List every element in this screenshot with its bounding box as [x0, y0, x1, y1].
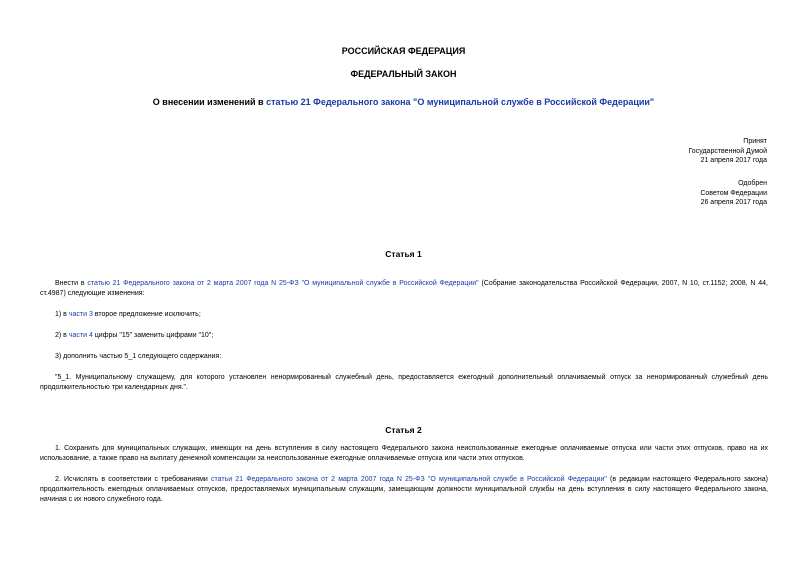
article1-item2	[40, 331, 768, 341]
article1-heading: Статья 1	[385, 249, 422, 259]
adopted-block	[688, 137, 767, 166]
approved-label: Одобрен	[738, 180, 767, 187]
article21-link-2[interactable]: статьи 21 Федерального закона от 2 марта 2007 года N 25-ФЗ "О муниципальной службе в Российской Федерации"	[210, 476, 607, 483]
quote-text: "5_1. Муниципальному служащему, для которого установлен ненормированный служебный день, предоставляется ежегодный дополнительный оплачиваемый отпуск за ненормированный служебный день продолжительностью три календарных дня.".	[40, 374, 768, 391]
article2-paragraph2	[40, 475, 768, 505]
country-heading: РОССИЙСКАЯ ФЕДЕРАЦИЯ	[341, 46, 466, 56]
a1p1-pre: Внести в	[55, 280, 88, 287]
a1p1-post: (Собрание законодательства Российской Федерации, 2007, N 10, ст.1152; 2008, N 44, ст.4987) следующие изменения:	[40, 280, 768, 297]
approved-block	[700, 179, 767, 208]
document-title	[0, 97, 807, 107]
title-law-link[interactable]: статью 21 Федерального закона "О муниципальной службе в Российской Федерации"	[266, 97, 655, 107]
adopted-date: 21 апреля 2017 года	[700, 157, 767, 165]
item3-text: 3) дополнить частью 5_1 следующего содержания:	[55, 353, 222, 360]
article2-heading: Статья 2	[385, 425, 422, 435]
a2p2-pre: 2. Исчислять в соответствии с требованиями	[55, 476, 211, 483]
article1-intro-paragraph	[40, 279, 768, 299]
item2-post: цифры "15" заменить цифрами "10";	[92, 332, 214, 339]
adopted-label: Принят	[743, 138, 767, 145]
item2-pre: 2) в	[55, 332, 69, 339]
article1-quote	[40, 373, 768, 393]
part3-link[interactable]: части 3	[68, 311, 93, 318]
item1-pre: 1) в	[55, 311, 69, 318]
doc-type-heading: ФЕДЕРАЛЬНЫЙ ЗАКОН	[350, 69, 457, 79]
approved-date: 26 апреля 2017 года	[700, 199, 767, 207]
article1-item3	[40, 352, 768, 362]
article21-link[interactable]: статью 21 Федерального закона от 2 марта 2007 года N 25-ФЗ "О муниципальной службе в Российской Федерации"	[87, 280, 479, 287]
article1-item1	[40, 310, 768, 320]
approved-body: Советом Федерации	[700, 189, 767, 197]
a2p1-text: 1. Сохранить для муниципальных служащих, имеющих на день вступления в силу настоящего Федерального закона неиспользованные ежегодные оплачиваемые отпуска или части этих отпусков, право на их использование, а также право на выплату денежной компенсации за неиспользованные ежегодные оплачиваемые отпуска или части этих отпусков.	[40, 445, 768, 462]
adopted-body: Государственной Думой	[688, 147, 767, 155]
title-prefix: О внесении изменений в	[152, 97, 267, 107]
item1-post: второе предложение исключить;	[92, 311, 201, 318]
a2p2-post: (в редакции настоящего Федерального закона) продолжительность ежегодных оплачиваемых отпусков, предоставляемых муниципальным служащим, замещающим должности муниципальной службы на день вступления в силу настоящего Федерального закона, начиная с их нового служебного года.	[40, 476, 769, 503]
article2-paragraph1	[40, 444, 768, 464]
part4-link[interactable]: части 4	[68, 332, 93, 339]
